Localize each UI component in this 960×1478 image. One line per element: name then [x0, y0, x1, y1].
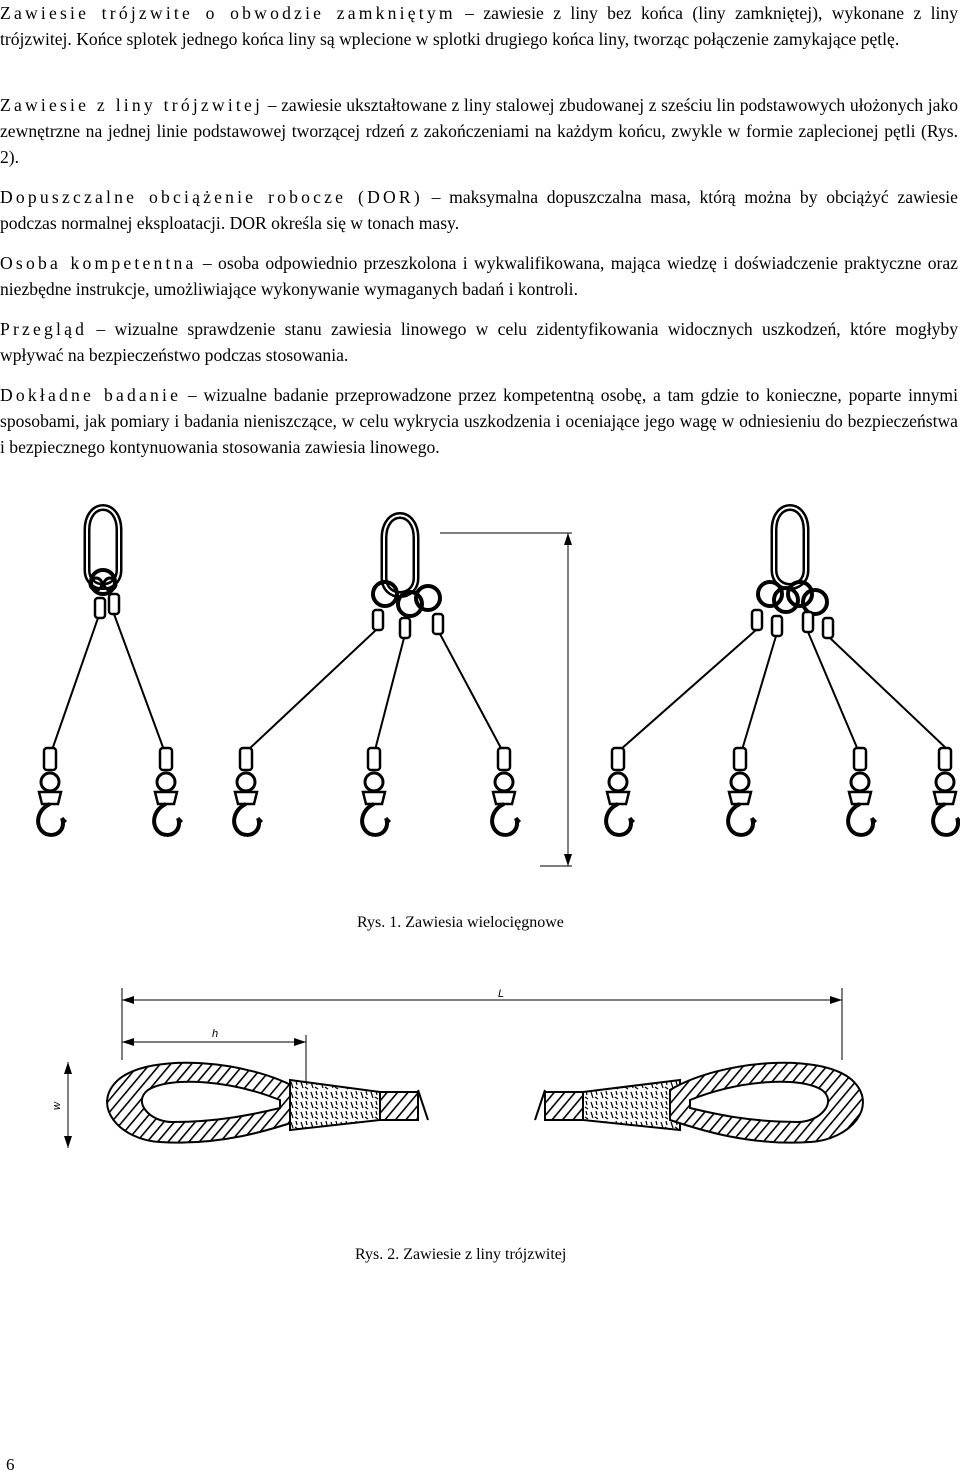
definition-text: – osoba odpowiednio przeszkolona i wykwalifikowana, mająca wiedzę i doświadczenie praktyczne oraz niezbędne instrukcje, umożliwiające wykonywanie wymaganych badań i kontroli.	[0, 253, 958, 299]
figure-multi-leg-slings	[0, 500, 960, 900]
definition-text: – maksymalna dopuszczalna masa, którą można by obciążyć zawiesie podczas normalnej eksploatacji. DOR określa się w tonach masy.	[0, 187, 958, 233]
definition-term: Dopuszczalne obciążenie robocze (DOR)	[0, 187, 423, 207]
three-leg-sling	[234, 516, 572, 867]
definition-paragraph-4	[0, 250, 958, 302]
dimension-L-label: L	[498, 988, 505, 1000]
definition-text: – zawiesie ukształtowane z liny stalowej zbudowanej z sześciu lin podstawowych ułożonych jako zewnętrzne na jednej linie podstawowej tworzącej rdzeń z zakończeniami na każdym końcu, zwykle w formie zaplecionej pętli (Rys. 2).	[0, 95, 959, 167]
dimension-w-label: w	[51, 1102, 63, 1110]
definition-term: Przegląd	[0, 319, 88, 339]
definition-term: Zawiesie trójzwite o obwodzie zamkniętym	[0, 3, 456, 23]
definition-term: Dokładne badanie	[0, 385, 182, 405]
right-rope-eye	[535, 1063, 863, 1143]
definition-term: Osoba kompetentna	[0, 253, 197, 273]
figure-rope-sling	[0, 980, 960, 1230]
definition-text: – wizualne sprawdzenie stanu zawiesia linowego w celu zidentyfikowania widocznych uszkodzeń, które mogłyby wpływać na bezpieczeństwo podczas stosowania.	[0, 319, 958, 365]
figure-2-caption: Rys. 2. Zawiesie z liny trójzwitej	[355, 1246, 567, 1263]
page-number: 6	[6, 1455, 15, 1474]
definition-paragraph-2	[0, 92, 958, 170]
single-leg-sling	[38, 508, 182, 835]
definition-text: – zawiesie z liny bez końca (liny zamkniętej), wykonane z liny trójzwitej. Końce splotek jednego końca liny są wplecione w splotki drugiego końca liny, tworząc połączenie zamykające pętlę.	[0, 3, 958, 49]
four-leg-sling	[606, 508, 960, 835]
figure-1-caption: Rys. 1. Zawiesia wielocięgnowe	[357, 914, 564, 931]
definition-term: Zawiesie z liny trójzwitej	[0, 95, 264, 115]
definition-paragraph-5	[0, 316, 958, 368]
definition-text: – wizualne badanie przeprowadzone przez kompetentną osobę, a tam gdzie to konieczne, poparte innymi sposobami, jak pomiary i badania nieniszczące, w celu wykrycia uszkodzenia i oceniające jego wagę w odniesieniu do bezpieczeństwa i bezpiecznego kontynuowania stosowania zawiesia linowego.	[0, 385, 958, 457]
definition-paragraph-3	[0, 184, 958, 236]
definition-paragraph-6	[0, 382, 958, 460]
dimension-h-label: h	[212, 1028, 219, 1040]
definition-paragraph-1	[0, 0, 958, 52]
left-rope-eye	[107, 1063, 428, 1143]
